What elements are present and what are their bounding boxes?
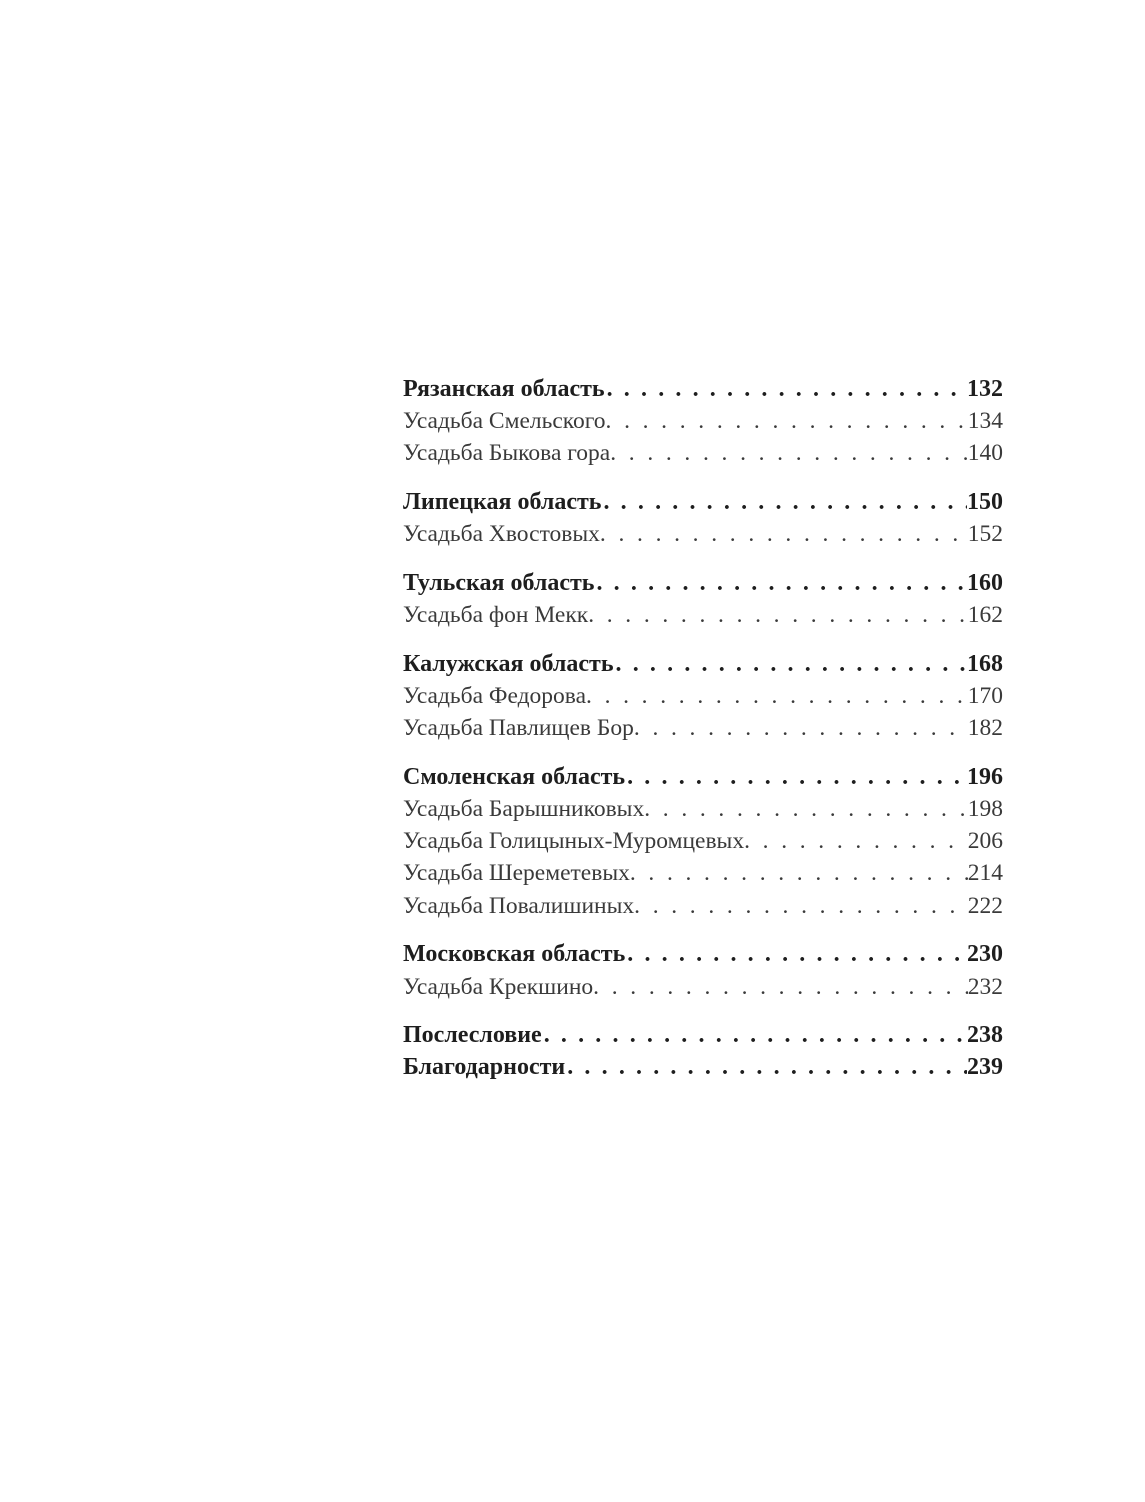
toc-page-number: 140	[968, 437, 1003, 469]
toc-region-title: Рязанская область	[403, 373, 605, 405]
toc-region-title: Калужская область	[403, 648, 614, 680]
toc-page-number: 222	[968, 890, 1003, 922]
toc-group-smolensk	[403, 761, 1003, 922]
toc-estate-title: Усадьба Быкова гора	[403, 437, 610, 469]
toc-page-number: 232	[968, 971, 1003, 1003]
toc-group-kaluga	[403, 648, 1003, 745]
toc-group-lipetsk	[403, 486, 1003, 550]
dot-leader	[610, 437, 968, 469]
toc-region-entry[interactable]	[403, 567, 1003, 599]
toc-estate-title: Усадьба Крекшино	[403, 971, 593, 1003]
toc-page-number: 182	[968, 712, 1003, 744]
toc-region-entry[interactable]	[403, 761, 1003, 793]
toc-region-entry[interactable]	[403, 486, 1003, 518]
toc-page-number: 168	[967, 648, 1003, 680]
dot-leader	[625, 761, 967, 793]
toc-page-number: 134	[968, 405, 1003, 437]
toc-estate-entry[interactable]	[403, 890, 1003, 922]
toc-region-entry[interactable]	[403, 648, 1003, 680]
toc-estate-title: Усадьба Шереметевых	[403, 857, 630, 889]
toc-page-number: 238	[967, 1019, 1003, 1051]
toc-page-number: 196	[967, 761, 1003, 793]
toc-estate-title: Усадьба Хвостовых	[403, 518, 600, 550]
toc-page-number: 132	[967, 373, 1003, 405]
toc-page-number: 160	[967, 567, 1003, 599]
toc-region-title: Тульская область	[403, 567, 594, 599]
dot-leader	[606, 405, 968, 437]
toc-section-title: Благодарности	[403, 1051, 565, 1083]
toc-estate-title: Усадьба Повалишиных	[403, 890, 634, 922]
toc-estate-entry[interactable]	[403, 712, 1003, 744]
toc-estate-entry[interactable]	[403, 825, 1003, 857]
dot-leader	[644, 793, 968, 825]
toc-page-number: 206	[968, 825, 1003, 857]
toc-estate-entry[interactable]	[403, 405, 1003, 437]
toc-acknowledgements-entry[interactable]	[403, 1051, 1003, 1083]
toc-estate-title: Усадьба фон Мекк	[403, 599, 588, 631]
toc-page-number: 214	[968, 857, 1003, 889]
toc-group-moscow	[403, 938, 1003, 1002]
toc-page-number: 198	[968, 793, 1003, 825]
toc-estate-title: Усадьба Голицыных-Муромцевых	[403, 825, 744, 857]
toc-region-entry[interactable]	[403, 938, 1003, 970]
toc-group-ryazan	[403, 373, 1003, 470]
toc-region-entry[interactable]	[403, 373, 1003, 405]
dot-leader	[565, 1051, 967, 1083]
dot-leader	[586, 680, 968, 712]
toc-estate-entry[interactable]	[403, 793, 1003, 825]
toc-region-title: Смоленская область	[403, 761, 625, 793]
toc-estate-title: Усадьба Павлищев Бор	[403, 712, 634, 744]
toc-estate-entry[interactable]	[403, 680, 1003, 712]
toc-region-title: Липецкая область	[403, 486, 601, 518]
toc-page-number: 239	[967, 1051, 1003, 1083]
table-of-contents	[403, 373, 1003, 1100]
dot-leader	[614, 648, 967, 680]
dot-leader	[634, 712, 968, 744]
toc-estate-entry[interactable]	[403, 971, 1003, 1003]
toc-page-number: 162	[968, 599, 1003, 631]
toc-group-closing	[403, 1019, 1003, 1083]
toc-estate-entry[interactable]	[403, 518, 1003, 550]
toc-estate-title: Усадьба Федорова	[403, 680, 586, 712]
toc-page-number: 230	[967, 938, 1003, 970]
toc-group-tula	[403, 567, 1003, 631]
toc-page-number: 150	[967, 486, 1003, 518]
toc-estate-title: Усадьба Барышниковых	[403, 793, 644, 825]
dot-leader	[625, 938, 967, 970]
toc-page-number: 152	[968, 518, 1003, 550]
toc-estate-entry[interactable]	[403, 857, 1003, 889]
dot-leader	[605, 373, 967, 405]
toc-section-title: Послесловие	[403, 1019, 542, 1051]
dot-leader	[744, 825, 968, 857]
toc-afterword-entry[interactable]	[403, 1019, 1003, 1051]
dot-leader	[594, 567, 967, 599]
dot-leader	[601, 486, 967, 518]
dot-leader	[588, 599, 968, 631]
toc-estate-entry[interactable]	[403, 599, 1003, 631]
dot-leader	[542, 1019, 967, 1051]
dot-leader	[634, 890, 968, 922]
toc-page-number: 170	[968, 680, 1003, 712]
dot-leader	[630, 857, 968, 889]
toc-region-title: Московская область	[403, 938, 625, 970]
toc-estate-title: Усадьба Смельского	[403, 405, 606, 437]
toc-estate-entry[interactable]	[403, 437, 1003, 469]
dot-leader	[593, 971, 968, 1003]
dot-leader	[600, 518, 968, 550]
